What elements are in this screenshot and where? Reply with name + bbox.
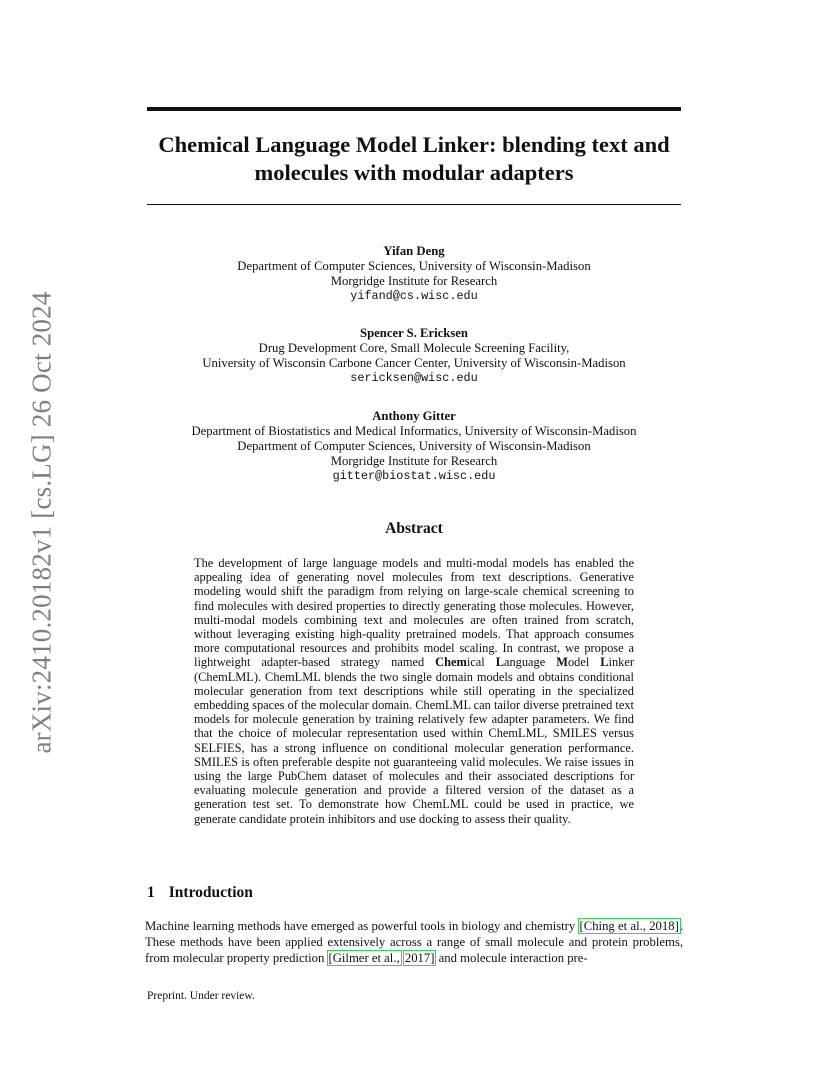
abstract-text: inker (ChemLML). ChemLML blends the two single domain models and obtains conditional molecular generation from text descriptions while still operating in the specialized embedding spaces of the molecular domain. ChemLML can tailor diverse pretrained text models for molecule generation by training relatively few adapter parameters. We find that the choice of molecular representation used within ChemLML, SMILES versus SELFIES, has a strong influence on conditional molecular generation performance. SMILES is often preferable despite not guaranteeing valid molecules. We raise issues in using the large PubChem dataset of molecules and their associated descriptions for evaluating molecule generation and provide a filtered version of the dataset as a generation test set. To demonstrate how ChemLML could be used in practice, we generate candidate protein inhibitors and use docking to assess their quality.	[194, 655, 634, 826]
model-name-part: L	[600, 655, 609, 670]
paper-title: Chemical Language Model Linker: blending text and molecules with modular adapters	[158, 132, 670, 185]
intro-text: and molecule interaction pre-	[435, 951, 588, 965]
model-name-part: ical	[466, 655, 496, 670]
author-email[interactable]: gitter@biostat.wisc.edu	[332, 469, 496, 483]
section-title: Introduction	[168, 884, 253, 901]
model-name-part: odel	[567, 655, 590, 670]
author-affiliation: Drug Development Core, Small Molecule Screening Facility,	[258, 341, 570, 355]
abstract-body	[194, 556, 634, 826]
arxiv-id: arXiv:2410.20182v1 [cs.LG] 26 Oct 2024	[26, 290, 57, 754]
author-name: Spencer S. Ericksen	[360, 326, 468, 340]
author-email[interactable]: sericksen@wisc.edu	[350, 371, 478, 385]
citation-link[interactable]: [Gilmer et al.,	[328, 951, 400, 965]
section-heading	[147, 884, 253, 902]
author-affiliation: Department of Computer Sciences, University of Wisconsin-Madison	[237, 259, 591, 273]
author-block	[147, 409, 681, 484]
abstract-text: The development of large language models and multi-modal models has enabled the appealing idea of generating novel molecules from text descriptions. Generative modeling would shift the paradigm from relying on large-scale chemical screening to find molecules with desired properties to directly generating those molecules. However, multi-modal models combining text and molecules are often trained from scratch, without leveraging existing high-quality pretrained models. That approach consumes more computational resources and prohibits model scaling. In contrast, we propose a lightweight adapter-based strategy named	[194, 556, 634, 670]
abstract-heading: Abstract	[385, 520, 443, 537]
intro-text: . These methods have been applied extensively across a range of small molecule and protein problems, from molecular property prediction	[145, 919, 683, 965]
author-affiliation: Department of Biostatistics and Medical Informatics, University of Wisconsin-Madison	[191, 424, 637, 438]
author-email[interactable]: yifand@cs.wisc.edu	[350, 289, 478, 303]
model-name-part: M	[556, 655, 568, 670]
author-name: Yifan Deng	[383, 244, 445, 258]
author-affiliation: Department of Computer Sciences, University of Wisconsin-Madison	[237, 439, 591, 453]
author-affiliation: Morgridge Institute for Research	[330, 274, 498, 288]
author-affiliation: Morgridge Institute for Research	[330, 454, 498, 468]
author-block	[147, 244, 681, 304]
author-name: Anthony Gitter	[372, 409, 456, 423]
model-name-part: anguage	[503, 655, 557, 670]
title-top-rule	[147, 107, 681, 111]
citation-link[interactable]: [Ching et al., 2018]	[579, 919, 679, 933]
author-affiliation: University of Wisconsin Carbone Cancer Center, University of Wisconsin-Madison	[202, 356, 626, 370]
section-number: 1	[147, 884, 155, 901]
title-bottom-rule	[147, 204, 681, 205]
author-block	[147, 326, 681, 386]
introduction-body	[145, 918, 683, 966]
model-name-part: Chem	[435, 655, 467, 670]
preprint-note: Preprint. Under review.	[147, 990, 255, 1002]
intro-text: Machine learning methods have emerged as powerful tools in biology and chemistry	[145, 919, 579, 933]
citation-link[interactable]: 2017]	[404, 951, 435, 965]
model-name-part: L	[495, 655, 504, 670]
arxiv-stamp	[24, 288, 60, 756]
